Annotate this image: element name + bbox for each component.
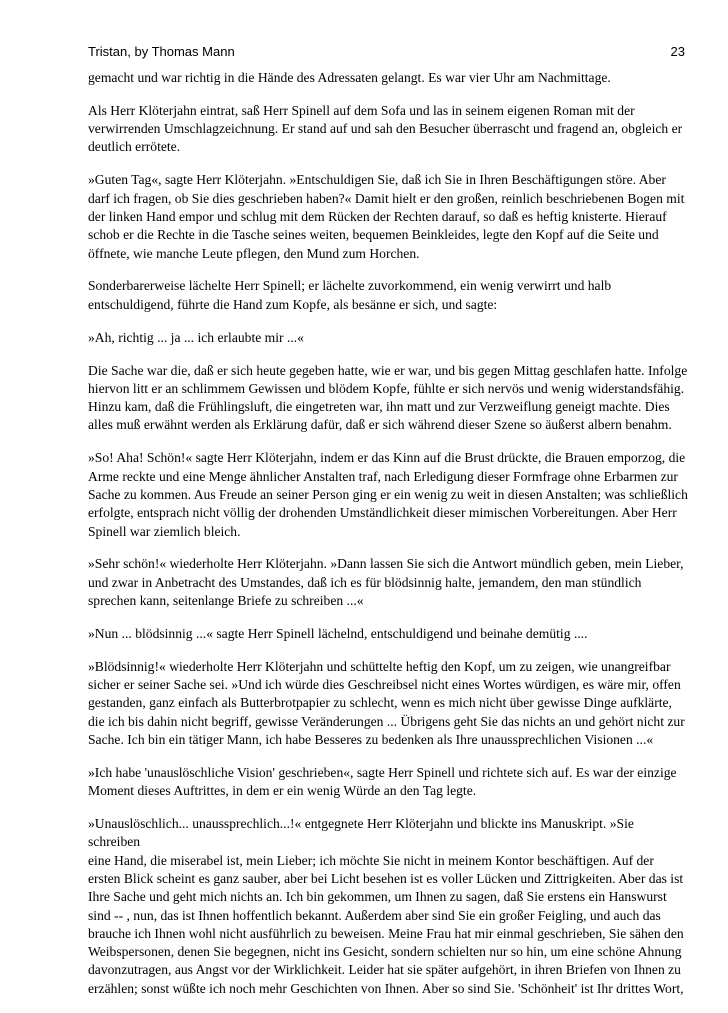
running-header [88,42,685,62]
paragraph: Die Sache war die, daß er sich heute gegeben hatte, wie er war, und bis gegen Mittag geschlafen hatte. Infolge hiervon litt er an schlimmem Gewissen und blödem Kopfe, fühlte er sich nervös und wenig widerstandsfähig. Hinzu kam, daß die Frühlingsluft, die eingetreten war, ihn matt und zur Verzweiflung geneigt machte. Dies alles muß erwähnt werden als Erklärung dafür, daß er sich während dieser Szene so äußerst albern benahm. [88,362,688,433]
paragraph: »So! Aha! Schön!« sagte Herr Klöterjahn, indem er das Kinn auf die Brust drückte, die Brauen emporzog, die Arme reckte und eine Menge ähnlicher Anstalten traf, nach Erledigung dieser Formfrage ohne Erbarmen zur Sache zu kommen. Aus Freude an seiner Person ging er ein wenig zu weit in diesen Anstalten; was schließlich erfolgte, entsprach nicht völlig der drohenden Umständlichkeit dieser mimischen Vorbereitungen. Aber Herr Spinell war ziemlich bleich. [88,450,688,539]
paragraph: »Blödsinnig!« wiederholte Herr Klöterjahn und schüttelte heftig den Kopf, um zu zeigen, wie unangreifbar sicher er seiner Sache sei. »Und ich würde dies Geschreibsel nicht eines Wortes würdigen, es wäre mir, offen gestanden, ganz einfach als Butterbrotpapier zu schlecht, wenn es mich nicht über gewisse Dinge aufklärte, die ich bis dahin nicht begriff, gewisse Veränderungen ... Übrigens geht Sie das nichts an und gehört nicht zur Sache. Ich bin ein tätiger Mann, ich habe Besseres zu bedenken als Ihre unaussprechlichen Visionen ...« [88,658,685,747]
paragraph: gemacht und war richtig in die Hände des Adressaten gelangt. Es war vier Uhr am Nachmittage. [88,70,611,85]
paragraph: »Unauslöschlich... unaussprechlich...!« entgegnete Herr Klöterjahn und blickte ins Manuskript. »Sie schreiben eine Hand, die miserabel ist, mein Lieber; ich möchte Sie nicht in meinem Kontor beschäftigen. Auf der ersten Blick scheint es ganz sauber, aber bei Licht besehen ist es voller Lücken und Zittrigkeiten. Aber das ist Ihre Sache und geht mich nichts an. Ich bin gekommen, um Ihnen zu sagen, daß Sie erstens ein Hanswurst sind -- , nun, das ist Ihnen hoffentlich bekannt. Außerdem aber sind Sie ein großer Feigling, und auch das brauche ich Ihnen wohl nicht ausführlich zu beweisen. Meine Frau hat mir einmal geschrieben, Sie sähen den Weibspersonen, denen Sie begegnen, nicht ins Gesicht, sondern schielten nur so hin, um eine schöne Ahnung davonzutragen, aus Angst vor der Wirklichkeit. Leider hat sie später aufgehört, in ihren Briefen von Ihnen zu erzählen; sonst wüßte ich noch mehr Geschichten von Ihnen. Aber so sind Sie. 'Schönheit' ist Ihr drittes Wort, [88,816,684,996]
book-title: Tristan, by Thomas Mann [88,44,235,59]
page-number: 23 [670,44,685,59]
paragraph: »Guten Tag«, sagte Herr Klöterjahn. »Entschuldigen Sie, daß ich Sie in Ihren Beschäftigungen störe. Aber darf ich fragen, ob Sie dies geschrieben haben?« Damit hielt er den großen, reinlich beschriebenen Bogen mit der linken Hand empor und schlug mit dem Rücken der Rechten darauf, so daß es heftig knisterte. Hierauf schob er die Rechte in die Tasche seines weiten, bequemen Beinkleides, legte den Kopf auf die Seite und öffnete, wie manche Leute pflegen, den Mund zum Horchen. [88,172,685,261]
paragraph: »Ah, richtig ... ja ... ich erlaubte mir ...« [88,329,304,345]
paragraph: »Ich habe 'unauslöschliche Vision' geschrieben«, sagte Herr Spinell und richtete sich auf. Es war der einzige Moment dieses Auftrittes, in dem er ein wenig Würde an den Tag legte. [88,764,677,799]
paragraph: Sonderbarerweise lächelte Herr Spinell; er lächelte zuvorkommend, ein wenig verwirrt und halb entschuldigend, führte die Hand zum Kopfe, als besänne er sich, und sagte: [88,278,612,312]
paragraph: Als Herr Klöterjahn eintrat, saß Herr Spinell auf dem Sofa und las in seinem eigenen Roman mit der verwirrenden Umschlagzeichnung. Er stand auf und sah den Besucher überrascht und fragend an, obgleich er deutlich errötete. [88,102,683,155]
body-text [88,69,688,1013]
paragraph: »Nun ... blödsinnig ...« sagte Herr Spinell lächelnd, entschuldigend und beinahe demütig .... [88,625,588,641]
paragraph: »Sehr schön!« wiederholte Herr Klöterjahn. »Dann lassen Sie sich die Antwort mündlich geben, mein Lieber, und zwar in Anbetracht des Umstandes, daß ich es für blödsinnig halte, jemandem, den man stündlich sprechen kann, seitenlange Briefe zu schreiben ...« [88,556,684,608]
